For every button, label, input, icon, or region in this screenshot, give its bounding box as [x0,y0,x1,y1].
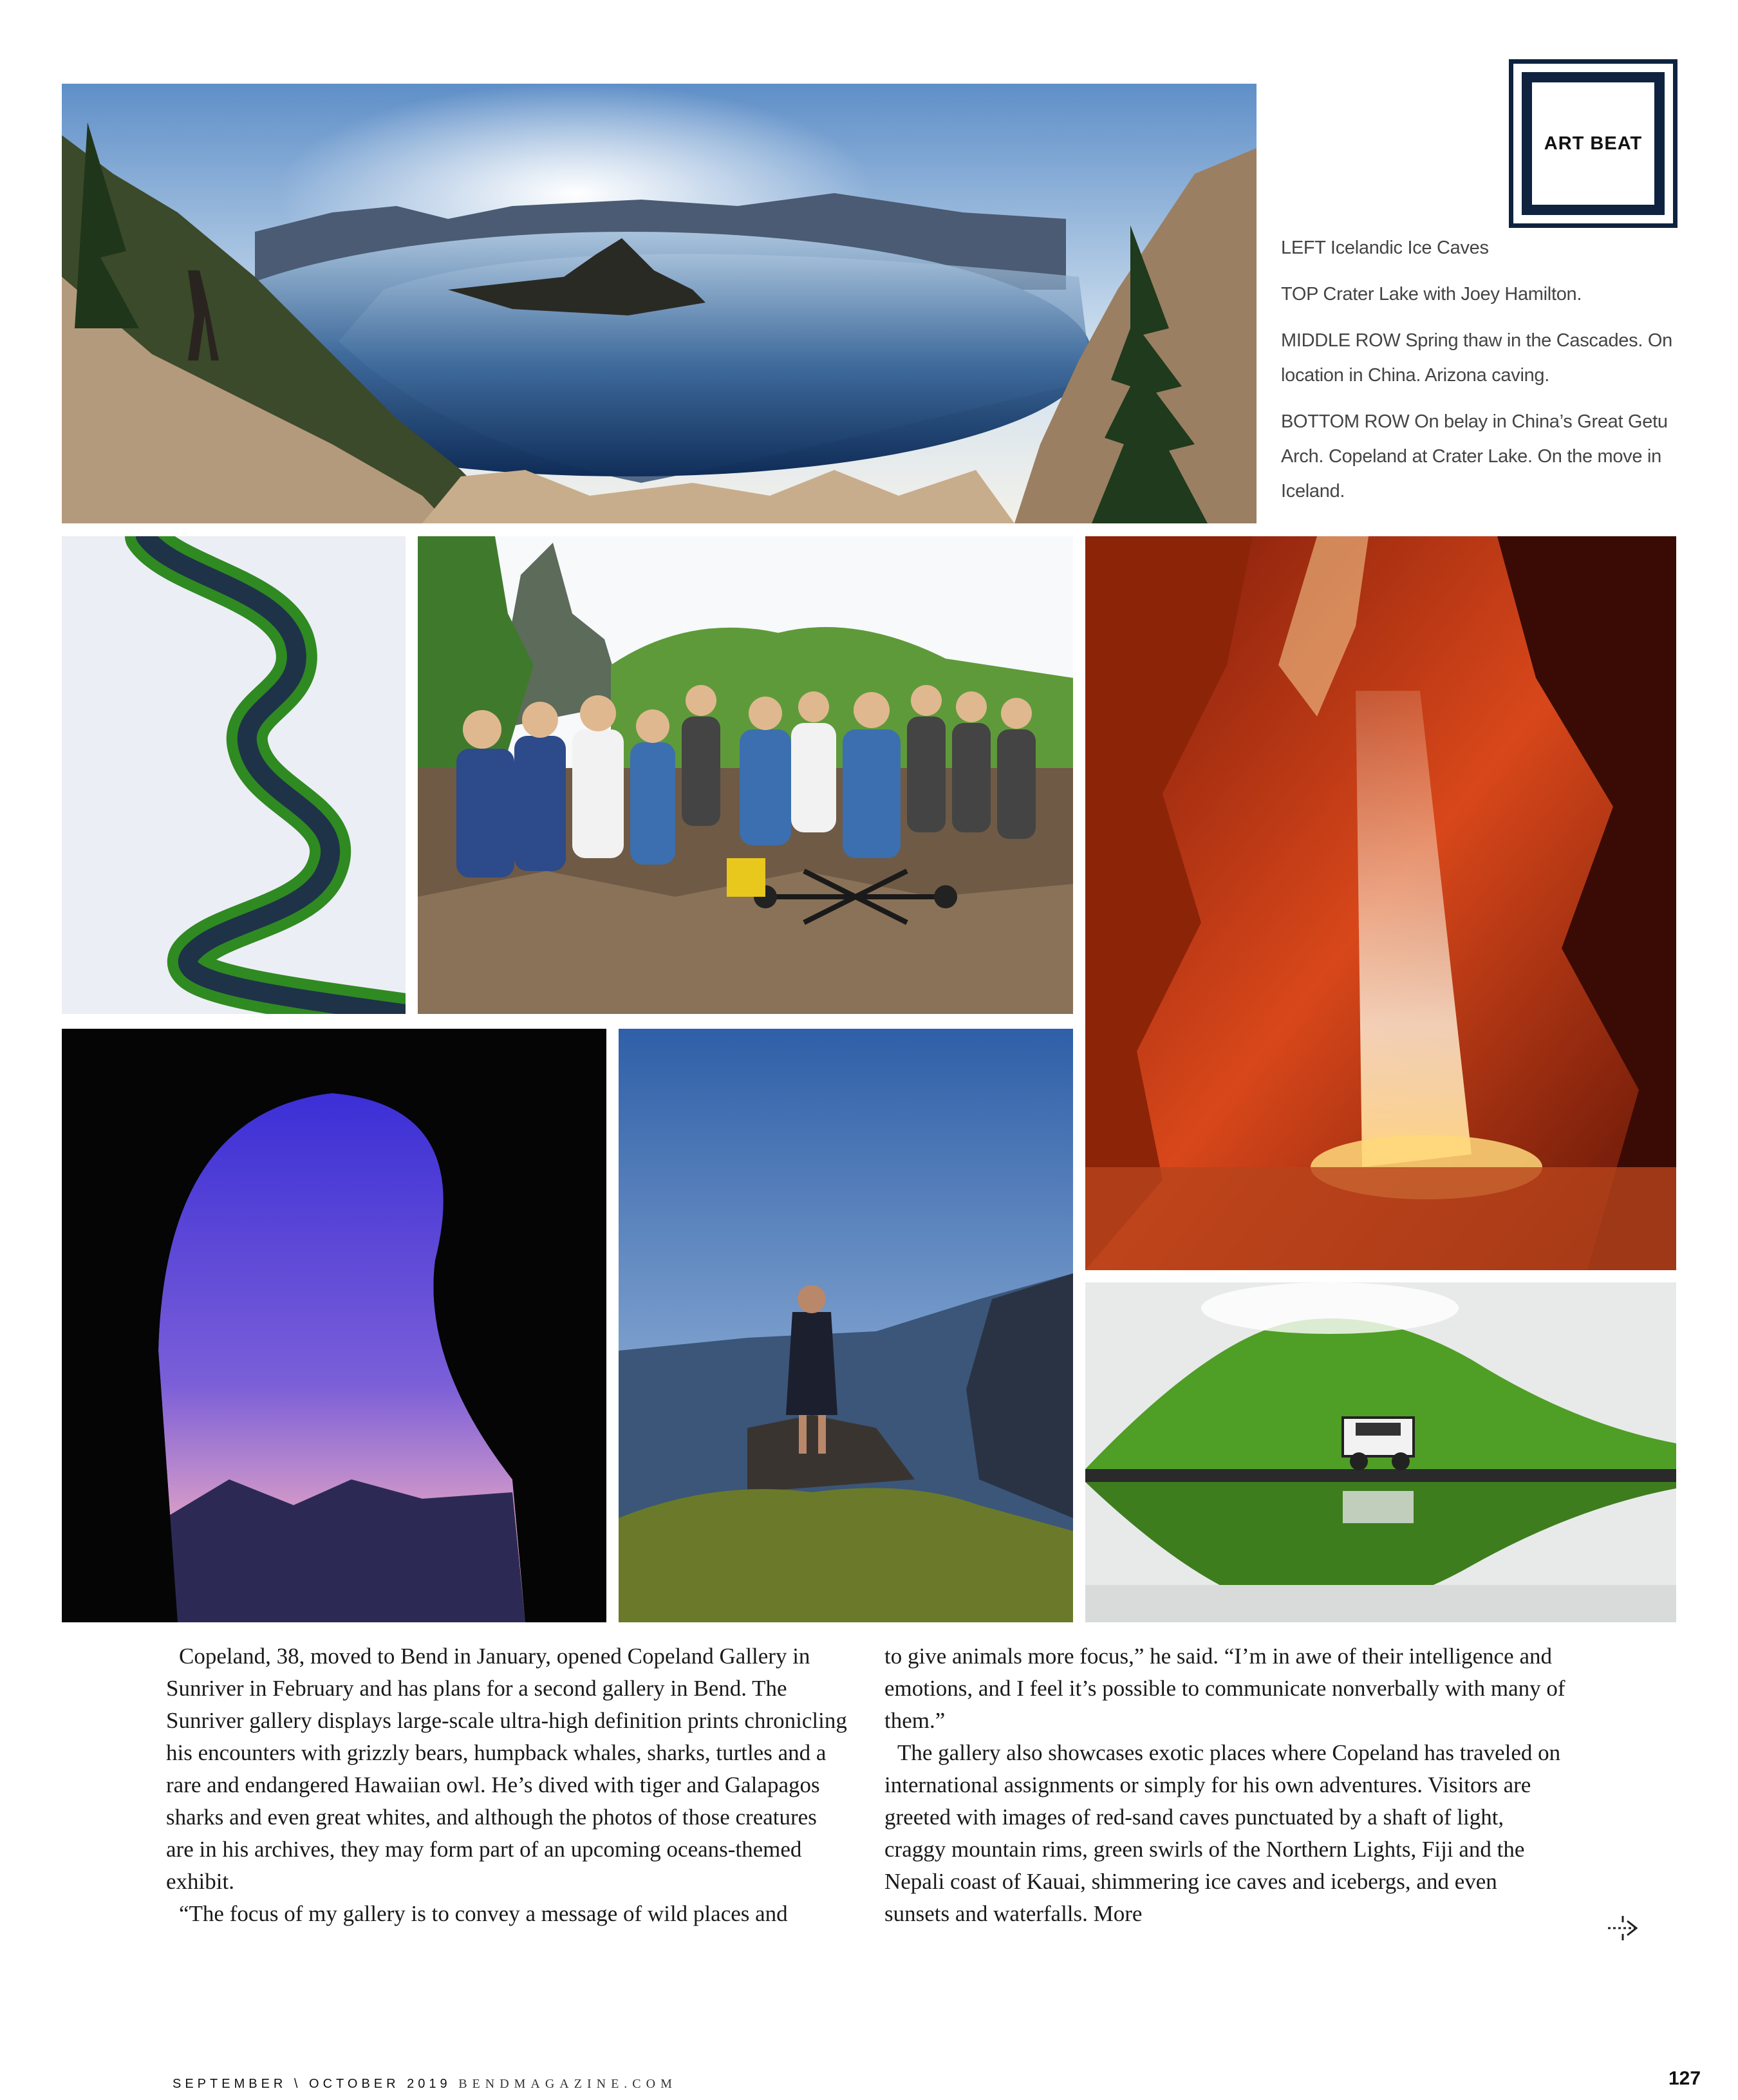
caption-top: TOP Crater Lake with Joey Hamilton. [1281,284,1582,305]
article-paragraph: “The focus of my gallery is to convey a message of wild places and [179,1901,788,1926]
page-number: 127 [1668,2068,1701,2089]
article-paragraph: Copeland, 38, moved to Bend in January, opened Copeland Gallery in Sunriver in February and has plans for a second gallery in Bend. The Sunriver gallery displays large-scale ultra-high definition prints chronicling his encounters with grizzly bears, humpback whales, sharks, turtles and a rare and endangered Hawaiian owl. He’s dived with tiger and Galapagos sharks and even great whites, and although the photos of those creatures are in his archives, they may form part of an upcoming oceans-themed exhibit. [166,1644,847,1894]
article-column-left [166,1640,848,1930]
article-paragraph: to give animals more focus,” he said. “I’m in awe of their intelligence and emotions, and I feel it’s possible to communicate nonverbally with many of them.” [884,1644,1565,1733]
photo-on-the-move-iceland [1085,1282,1676,1622]
photo-on-location-china [418,536,1073,1014]
caption-bottom: BOTTOM ROW On belay in China’s Great Getu Arch. Copeland at Crater Lake. On the move in Iceland. [1281,411,1668,502]
footer-website: BENDMAGAZINE.COM [458,2077,677,2091]
article-paragraph: The gallery also showcases exotic places where Copeland has traveled on international assignments or simply for his own adventures. Visitors are greeted with images of red-sand caves punctuated by a shaft of light, craggy mountain rims, green swirls of the Northern Lights, Fiji and the Nepali coast of Kauai, shimmering ice caves and icebergs, and even sunsets and waterfalls. More [884,1740,1561,1926]
photo-crater-lake-panorama [62,84,1257,523]
section-badge [1509,59,1677,228]
photo-getu-arch [62,1029,606,1622]
footer-issue-date: SEPTEMBER \ OCTOBER 2019 [173,2077,451,2091]
continue-arrow-icon [1605,1911,1640,1945]
photo-captions [1281,230,1693,520]
caption-middle: MIDDLE ROW Spring thaw in the Cascades. On location in China. Arizona caving. [1281,330,1672,386]
photo-spring-thaw-cascades [62,536,406,1014]
article-column-right [884,1640,1567,1930]
section-badge-label: ART BEAT [1544,133,1643,154]
photo-copeland-crater-lake [619,1029,1073,1622]
page-footer [173,2077,677,2092]
caption-left: LEFT Icelandic Ice Caves [1281,238,1489,258]
photo-arizona-caving [1085,536,1676,1270]
